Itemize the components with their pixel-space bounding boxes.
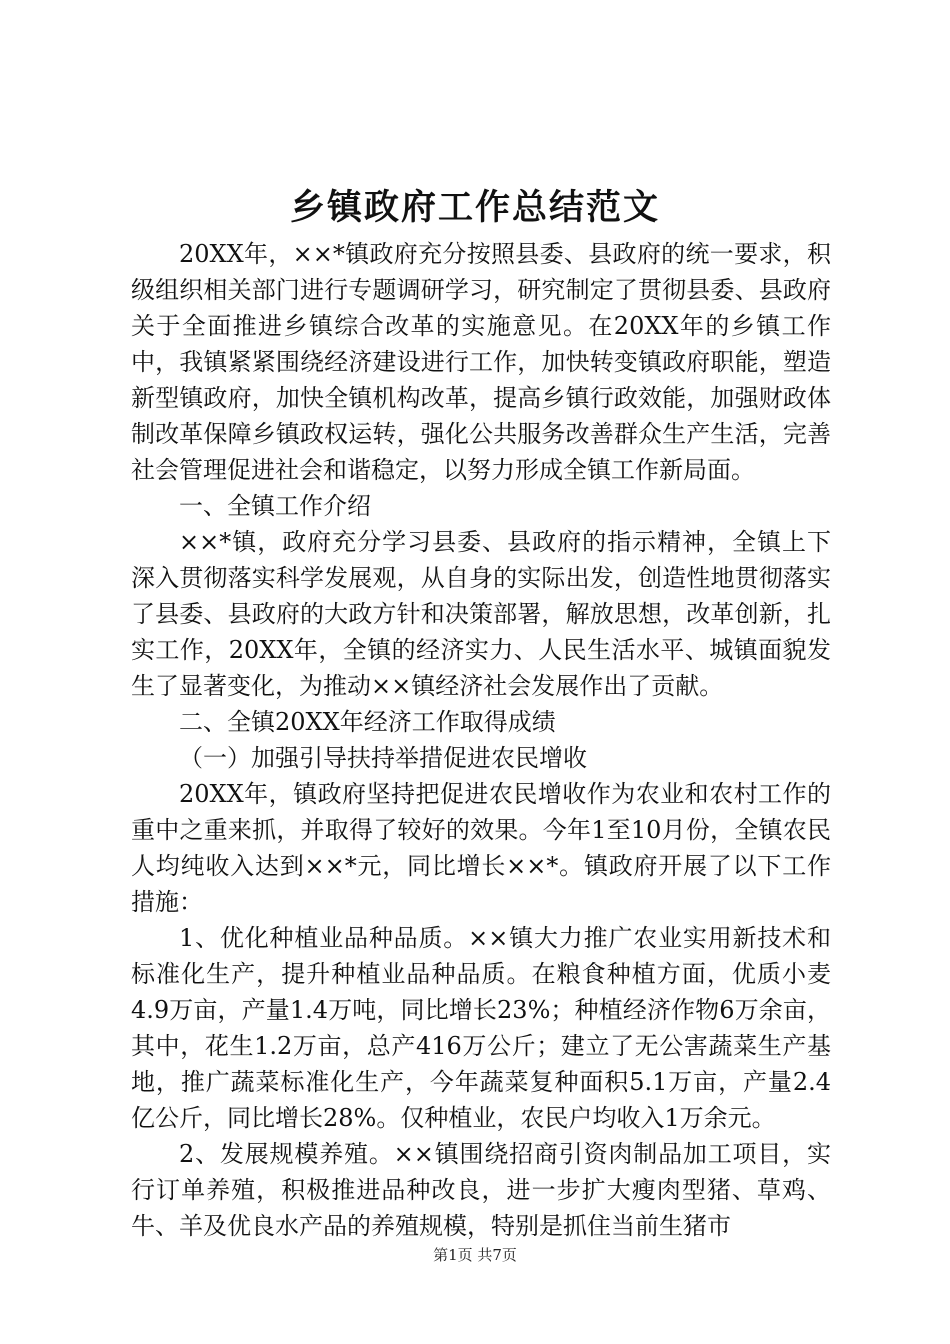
paragraph-subsection-1: 20XX年，镇政府坚持把促进农民增收作为农业和农村工作的重中之重来抓，并取得了较好的效果。今年1至10月份，全镇农民人均纯收入达到××*元，同比增长××*。镇政府开展了以下工作措施： [131,780,831,916]
page-footer: 第1页 共7页 [433,1246,517,1264]
paragraph-item-1: 1、优化种植业品种品质。××镇大力推广农业实用新技术和标准化生产，提升种植业品种品质。在粮食种植方面，优质小麦4.9万亩，产量1.4万吨，同比增长23%；种植经济作物6万余亩，其中，花生1.2万亩，总产416万公斤；建立了无公害蔬菜生产基地，推广蔬菜标准化生产，今年蔬菜复种面积5.1万亩，产量2.4亿公斤，同比增长28%。仅种植业，农民户均收入1万余元。 [131,924,831,1132]
paragraph-item-2: 2、发展规模养殖。××镇围绕招商引资肉制品加工项目，实行订单养殖，积极推进品种改良，进一步扩大瘦肉型猪、草鸡、牛、羊及优良水产品的养殖规模，特别是抓住当前生猪市 [131,1140,831,1240]
paragraph-section-1: ××*镇，政府充分学习县委、县政府的指示精神，全镇上下深入贯彻落实科学发展观，从自身的实际出发，创造性地贯彻落实了县委、县政府的大政方针和决策部署，解放思想，改革创新，扎实工作，20XX年，全镇的经济实力、人民生活水平、城镇面貌发生了显著变化，为推动××镇经济社会发展作出了贡献。 [131,528,831,700]
heading-section-2: 二、全镇20XX年经济工作取得成绩 [179,708,556,736]
document-body [131,236,831,1244]
heading-subsection-1: （一）加强引导扶持举措促进农民增收 [179,744,587,772]
document-title: 乡镇政府工作总结范文 [289,187,660,228]
heading-section-1: 一、全镇工作介绍 [179,492,371,520]
paragraph-intro: 20XX年，××*镇政府充分按照县委、县政府的统一要求，积级组织相关部门进行专题调研学习，研究制定了贯彻县委、县政府关于全面推进乡镇综合改革的实施意见。在20XX年的乡镇工作中，我镇紧紧围绕经济建设进行工作，加快转变镇政府职能，塑造新型镇政府，加快全镇机构改革，提高乡镇行政效能，加强财政体制改革保障乡镇政权运转，强化公共服务改善群众生产生活，完善社会管理促进社会和谐稳定，以努力形成全镇工作新局面。 [131,240,831,484]
